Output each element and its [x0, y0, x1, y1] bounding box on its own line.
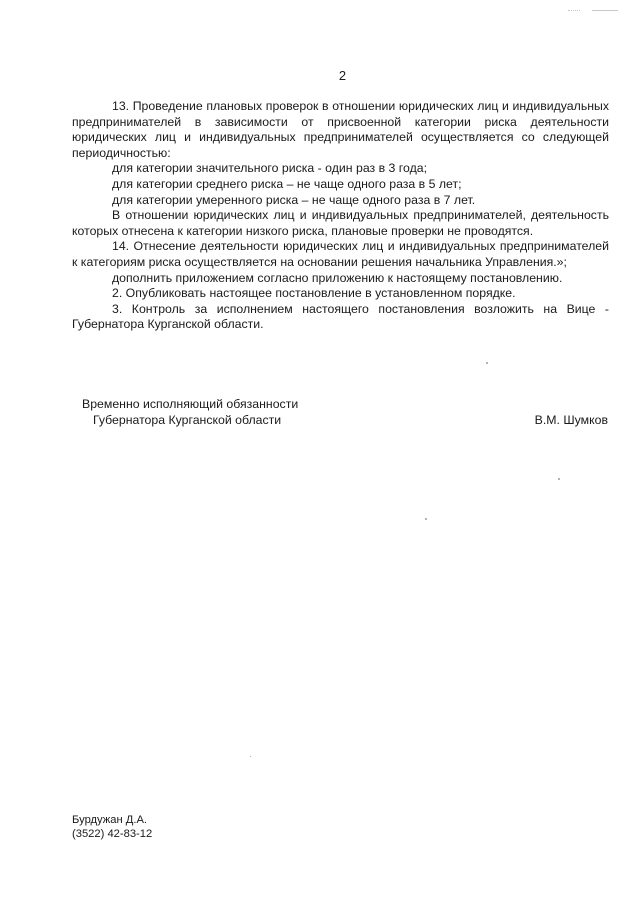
scan-speck [486, 362, 488, 364]
executor-phone: (3522) 42-83-12 [72, 828, 153, 840]
signatory-name: В.М. Шумков [534, 413, 608, 427]
signatory-position-line-2: Губернатора Курганской области [93, 413, 282, 427]
scan-artifact-dots [568, 10, 580, 12]
paragraph-appendix: дополнить приложением согласно приложению к настоящему постановлению. [112, 270, 563, 285]
paragraph-14: 14. Отнесение деятельности юридических лиц и индивидуальных предпринимателей к категориям риска осуществляется на основании решения начальника Управления.»; [72, 239, 609, 269]
page-number: 2 [338, 68, 347, 83]
paragraph-control: 3. Контроль за исполнением настоящего постановления возложить на Вице - Губернатора Курганской области. [72, 301, 609, 332]
signatory-position [82, 396, 298, 428]
paragraph-publish: 2. Опубликовать настоящее постановление в установленном порядке. [112, 286, 516, 301]
paragraph-risk-medium: для категории среднего риска – не чаще одного раза в 5 лет; [112, 176, 462, 191]
scan-artifact-line [592, 10, 618, 11]
executor-name: Бурдужан Д.А. [72, 814, 148, 826]
paragraph-13: 13. Проведение плановых проверок в отношении юридических лиц и индивидуальных предпринимателей в зависимости от присвоенной категории риска деятельности юридических лиц и индивидуальных предпринимателей осуществляется со следующей периодичностью: [72, 99, 609, 160]
scan-speck [558, 478, 560, 480]
paragraph-low-risk: В отношении юридических лиц и индивидуальных предпринимателей, деятельность которых отнесена к категории низкого риска, плановые проверки не проводятся. [72, 208, 609, 238]
signatory-position-line-1: Временно исполняющий обязанности [82, 397, 299, 411]
scan-speck [425, 518, 427, 520]
paragraph-risk-moderate: для категории умеренного риска – не чаще одного раза в 7 лет. [112, 192, 476, 207]
paragraph-risk-significant: для категории значительного риска - один раз в 3 года; [112, 161, 428, 176]
scan-speck [250, 756, 251, 757]
executor-block [72, 813, 152, 841]
document-body [72, 99, 609, 333]
